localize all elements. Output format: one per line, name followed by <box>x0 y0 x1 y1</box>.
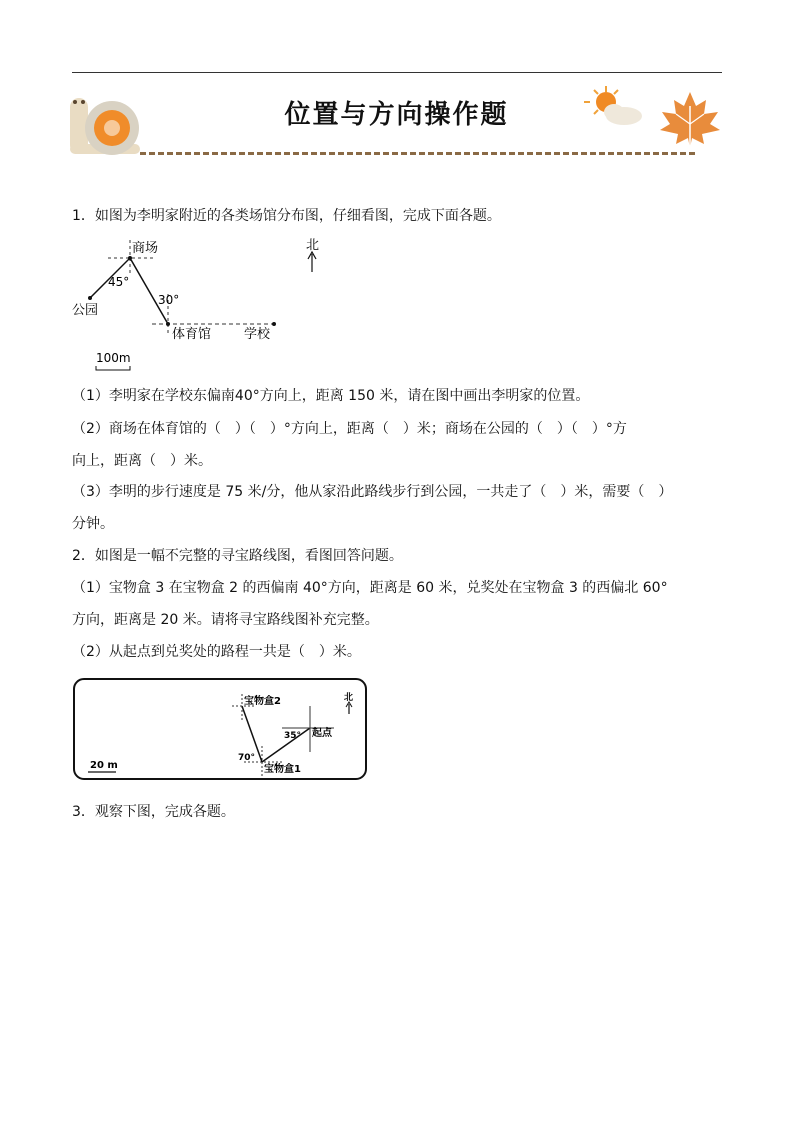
angle-70-label: 70° <box>238 753 256 763</box>
gym-label: 体育馆 <box>172 327 212 342</box>
q2-stem: 2．如图是一幅不完整的寻宝路线图，看图回答问题。 <box>72 548 403 564</box>
school-label: 学校 <box>244 327 271 342</box>
q2-sub1-line2: 方向，距离是 20 米。请将寻宝路线图补充完整。 <box>72 612 379 628</box>
page-title: 位置与方向操作题 <box>284 100 509 130</box>
q1-sub2-line1: （2）商场在体育馆的（ ）（ ）°方向上，距离（ ）米；商场在公园的（ ）（ ）°方 <box>72 421 627 437</box>
angle-30-label: 30° <box>158 293 180 307</box>
maple-leaf-icon <box>658 90 722 150</box>
park-label: 公园 <box>72 303 99 318</box>
north-label: 北 <box>344 693 354 703</box>
mall-to-gym-line <box>130 258 168 324</box>
scale-label: 20 m <box>90 760 118 771</box>
q2-treasure-map <box>72 676 370 784</box>
school-point <box>272 322 276 326</box>
start-label: 起点 <box>312 728 332 739</box>
q3-stem: 3．观察下图，完成各题。 <box>72 804 235 820</box>
q1-sub3-line1: （3）李明的步行速度是 75 米/分，他从家沿此路线步行到公园，一共走了（ ）米，需要（ ） <box>72 484 673 500</box>
angle-35-label: 35° <box>284 731 302 741</box>
north-label: 北 <box>306 238 320 253</box>
top-rule <box>72 72 722 73</box>
scale-label: 100m <box>96 351 131 365</box>
q1-location-map <box>68 232 358 372</box>
scale-bar <box>96 366 130 370</box>
gym-point <box>166 322 170 326</box>
angle-45-label: 45° <box>108 275 130 289</box>
q1-sub1: （1）李明家在学校东偏南40°方向上，距离 150 米，请在图中画出李明家的位置。 <box>72 388 590 404</box>
box2-label: 宝物盒2 <box>244 696 281 707</box>
sun-cloud-icon <box>580 84 646 130</box>
q1-sub2-line2: 向上，距离（ ）米。 <box>72 453 212 469</box>
q1-sub3-line2: 分钟。 <box>72 516 114 532</box>
q1-stem: 1．如图为李明家附近的各类场馆分布图，仔细看图，完成下面各题。 <box>72 208 501 224</box>
q2-sub1-line1: （1）宝物盒 3 在宝物盒 2 的西偏南 40°方向，距离是 60 米，兑奖处在宝物盒 3 的西偏北 60° <box>72 580 668 596</box>
box1-label: 宝物盒1 <box>264 764 301 775</box>
dashed-divider <box>140 152 695 155</box>
q2-sub2: （2）从起点到兑奖处的路程一共是（ ）米。 <box>72 644 361 660</box>
mall-label: 商场 <box>132 241 159 256</box>
